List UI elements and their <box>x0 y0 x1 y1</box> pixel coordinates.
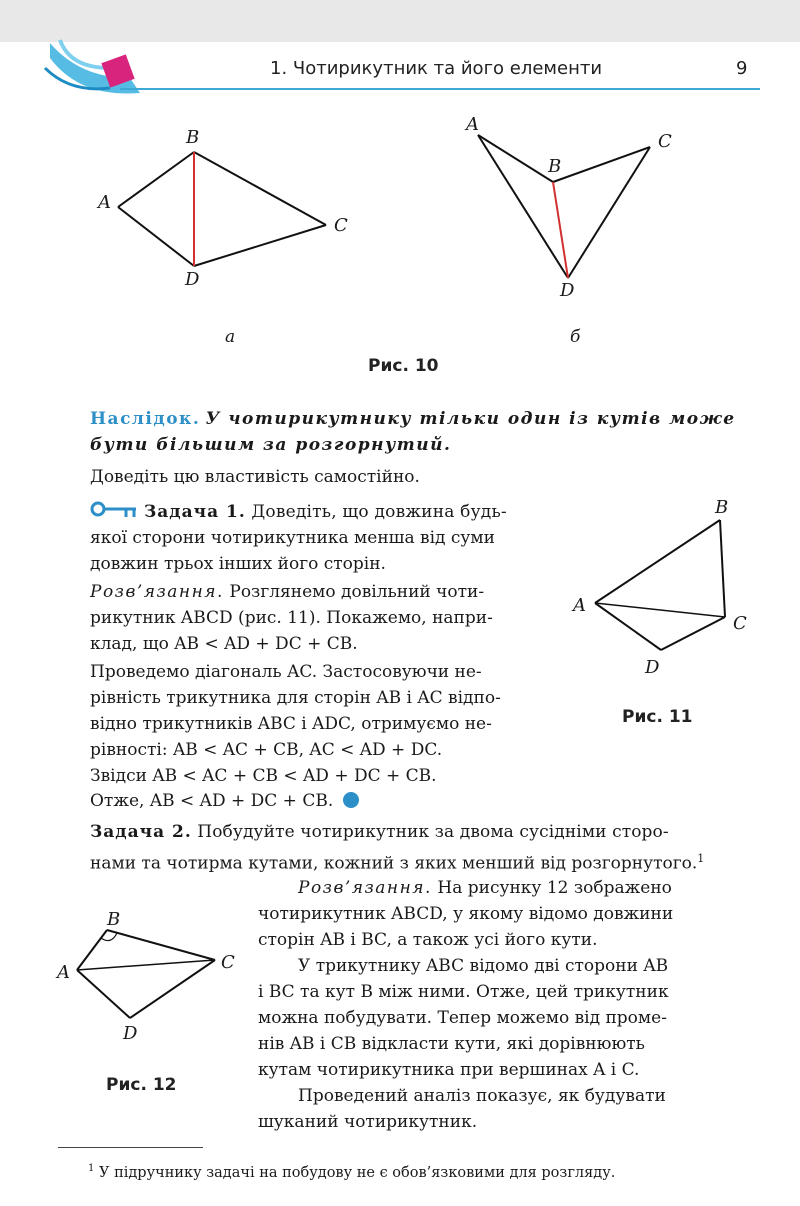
task1-p4 <box>90 789 359 815</box>
task2-s8: кутам чотирикутника при вершинах A і C. <box>258 1060 640 1080</box>
task1-solution-line2: рикутник ABCD (рис. 11). Покажемо, напри- <box>90 608 493 628</box>
vertex-label-d: D <box>123 1023 138 1044</box>
figure-11-caption: Рис. 11 <box>622 707 693 727</box>
vertex-label-d: D <box>645 657 660 678</box>
task1-conclusion: Отже, AB < AD + DC + CB. <box>90 791 334 811</box>
vertex-label-b: B <box>548 156 562 177</box>
figure-10a-sublabel: а <box>225 327 236 347</box>
vertex-label-c: C <box>334 215 348 236</box>
corollary <box>90 407 750 458</box>
footnote-rule <box>58 1147 203 1148</box>
footnote-text: У підручнику задачі на побудову не є обов’язковими для розгляду. <box>98 1164 616 1181</box>
vertex-label-c: C <box>658 131 672 152</box>
figure-10b-sublabel: б <box>570 327 581 347</box>
vertex-label-d: D <box>560 280 575 301</box>
figure-12 <box>55 905 245 1045</box>
task1-text-line1: Доведіть, що довжина будь- <box>251 502 507 522</box>
task1-line3: довжин трьох інших його сторін. <box>90 554 386 574</box>
vertex-label-c: C <box>733 613 747 634</box>
task1-solution-line3: клад, що AB < AD + DC + CB. <box>90 634 358 654</box>
figure-10a <box>90 125 360 295</box>
task1-line2: якої сторони чотирикутника менша від суми <box>90 528 495 548</box>
task2-s7: нів AB і CB відкласти кути, які дорівнюють <box>258 1034 645 1054</box>
task2-s5: і BC та кут B між ними. Отже, цей трикутник <box>258 982 669 1002</box>
diagonal-bd-red <box>553 182 568 278</box>
vertex-label-b: B <box>715 497 729 518</box>
task2-s4: У трикутнику ABC відомо дві сторони AB <box>298 956 669 976</box>
task2-label: Задача 2. <box>90 822 192 842</box>
vertex-label-d: D <box>185 269 200 290</box>
task2-line2 <box>90 846 704 877</box>
task1-p2-line2: рівність трикутника для сторін AB і AC відпо- <box>90 688 501 708</box>
chapter-logo-icon <box>40 38 150 100</box>
vertex-label-c: C <box>221 952 235 973</box>
task2-solution-text: На рисунку 12 зображено <box>437 878 672 898</box>
task2-s10: шуканий чотирикутник. <box>258 1112 478 1132</box>
vertex-label-a: A <box>466 114 479 135</box>
task2-text-line2: нами та чотирма кутами, кожний з яких менший від розгорнутого. <box>90 853 698 874</box>
task1-p2-line4: рівності: AB < AC + CB, AC < AD + DC. <box>90 740 443 760</box>
top-bar <box>0 0 800 42</box>
vertex-label-a: A <box>573 595 586 616</box>
task1-line1 <box>144 500 507 526</box>
task2-s2: чотирикутник ABCD, у якому відомо довжини <box>258 904 674 924</box>
figure-11 <box>565 495 765 685</box>
figure-10b <box>460 110 690 305</box>
page-number: 9 <box>736 58 748 79</box>
footnote-ref: 1 <box>697 852 705 865</box>
task2-line1 <box>90 820 669 846</box>
chapter-title: 1. Чотирикутник та його елементи <box>270 58 603 79</box>
corollary-text: У чотирикутнику тільки один із кутів може бути більшим за розгорнутий. <box>90 409 736 455</box>
key-icon <box>90 500 140 520</box>
footnote-mark: 1 <box>88 1163 95 1174</box>
end-of-proof-icon <box>343 792 359 808</box>
task1-p2-line1: Проведемо діагональ AC. Застосовуючи не- <box>90 662 482 682</box>
footnote <box>88 1156 615 1186</box>
vertex-label-b: B <box>107 909 121 930</box>
task2-s6: можна побудувати. Тепер можемо від проме- <box>258 1008 667 1028</box>
task1-solution-text: Розглянемо довільний чоти- <box>229 582 485 602</box>
task2-s1 <box>298 876 672 902</box>
vertex-label-b: B <box>186 127 200 148</box>
figure-10-caption: Рис. 10 <box>368 356 439 376</box>
prove-yourself-text: Доведіть цю властивість самостійно. <box>90 467 420 487</box>
task2-solution-label: Розв’язання. <box>298 878 432 898</box>
task2-text-line1: Побудуйте чотирикутник за двома сусідніми сторо- <box>197 822 669 842</box>
corollary-label: Наслідок. <box>90 409 201 429</box>
header-rule <box>120 88 760 90</box>
task1-label: Задача 1. <box>144 502 246 522</box>
figure-12-caption: Рис. 12 <box>106 1075 177 1095</box>
task1-p2-line3: відно трикутників ABC і ADC, отримуємо не- <box>90 714 492 734</box>
vertex-label-a: A <box>98 192 111 213</box>
task1-solution-line1 <box>90 580 484 606</box>
vertex-label-a: A <box>57 962 70 983</box>
task2-s3: сторін AB і BC, а також усі його кути. <box>258 930 598 950</box>
task1-solution-label: Розв’язання. <box>90 582 224 602</box>
task1-p3: Звідси AB < AC + CB < AD + DC + CB. <box>90 766 437 786</box>
task2-s9: Проведений аналіз показує, як будувати <box>298 1086 666 1106</box>
